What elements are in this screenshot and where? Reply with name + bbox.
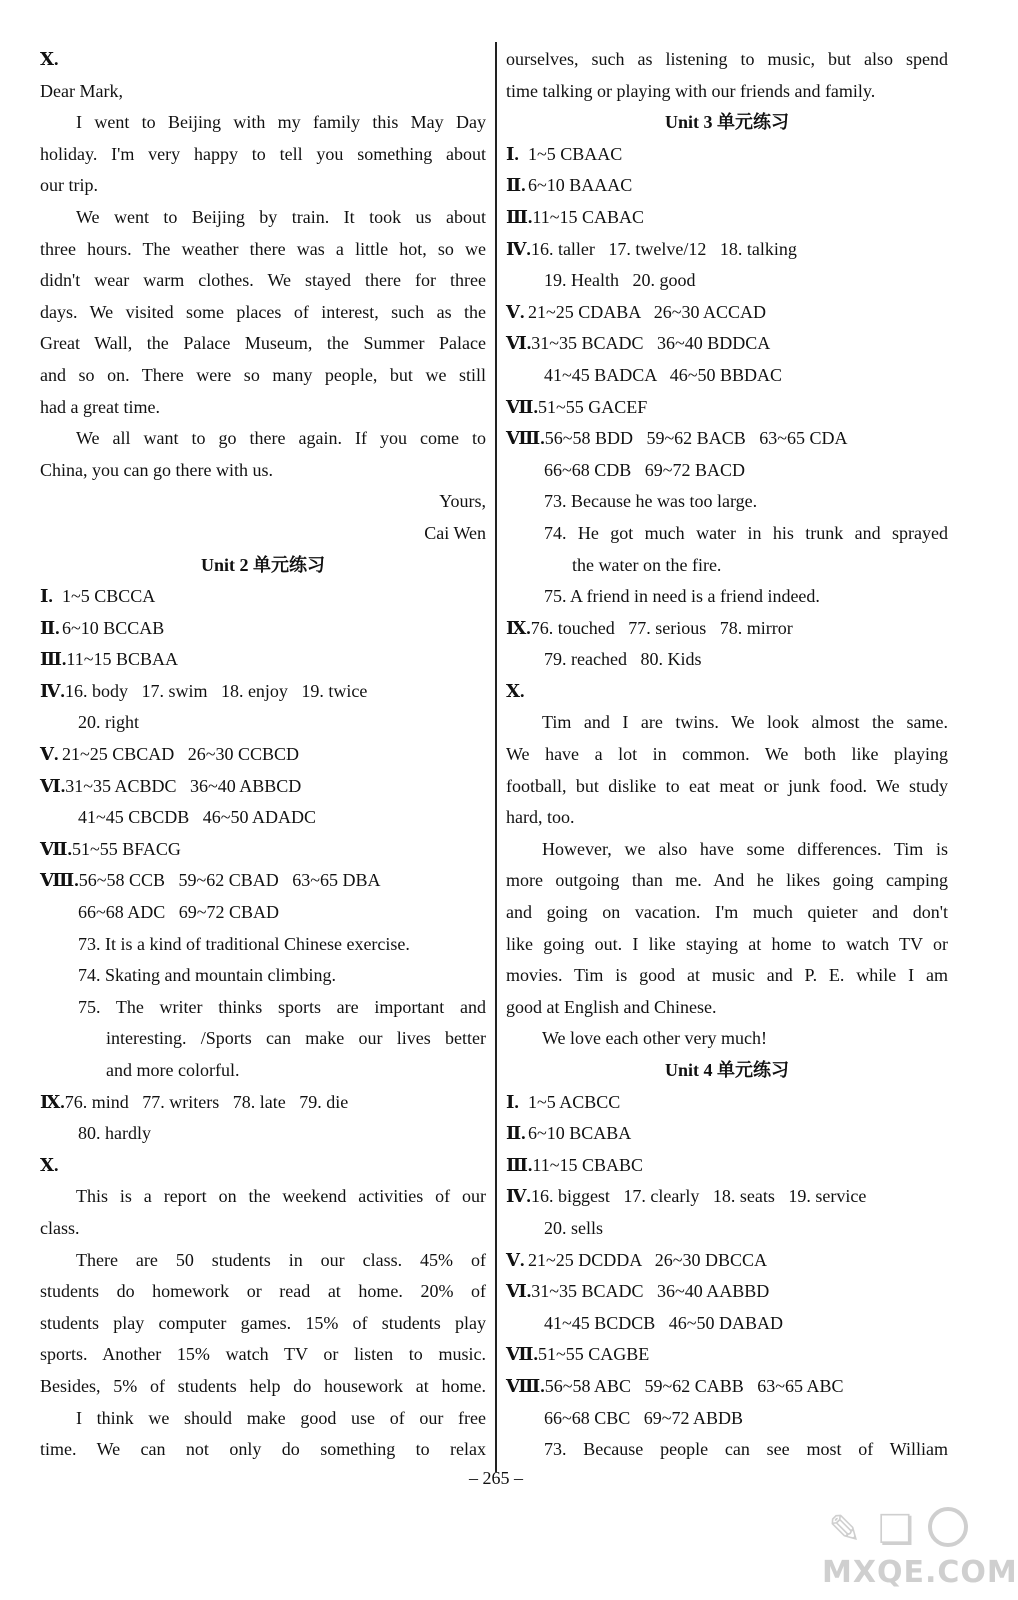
unit2-section-ix-cont: 80. hardly — [78, 1123, 151, 1144]
unit2-x-p1-line2: class. — [40, 1217, 80, 1238]
unit3-section-viii: Ⅷ.56~58 BDD 59~62 BACB 63~65 CDA — [506, 428, 848, 449]
unit3-x-p1-line1: Tim and I are twins. We look almost the same. — [542, 712, 948, 733]
unit4-section-iv-cont: 20. sells — [544, 1217, 604, 1238]
letter-greeting: Dear Mark, — [40, 80, 123, 101]
unit3-x-p2-line6: good at English and Chinese. — [506, 996, 717, 1017]
unit3-x-p2-line4: like going out. I like staying at home to watch TV or — [506, 933, 948, 954]
unit3-section-viii-cont: 66~68 CDB 69~72 BACD — [544, 459, 745, 480]
unit4-answer-73: 73. Because people can see most of William — [544, 1439, 948, 1460]
unit2-section-vii: Ⅶ.51~55 BFACG — [40, 838, 181, 859]
unit2-section-viii: Ⅷ.56~58 CCB 59~62 CBAD 63~65 DBA — [40, 870, 381, 891]
unit2-title: Unit 2 单元练习 — [200, 554, 325, 575]
unit2-x-p2-line5: Besides, 5% of students help do housework at home. — [40, 1375, 486, 1396]
unit4-section-i: Ⅰ. 1~5 ACBCC — [506, 1091, 621, 1112]
unit2-answer-73: 73. It is a kind of traditional Chinese exercise. — [78, 933, 410, 954]
unit3-section-vi-cont: 41~45 BADCA 46~50 BBDAC — [544, 364, 783, 385]
unit4-section-viii-cont: 66~68 CBC 69~72 ABDB — [544, 1407, 744, 1428]
unit3-answer-74-line1: 74. He got much water in his trunk and sprayed — [544, 522, 948, 543]
unit2-section-ix: Ⅸ.76. mind 77. writers 78. late 79. die — [40, 1091, 349, 1112]
letter-p2-line7: had a great time. — [40, 396, 160, 417]
watermark — [818, 1505, 1018, 1593]
continued-text-line1: ourselves, such as listening to music, but also spend — [506, 49, 948, 69]
unit3-section-vi: Ⅵ.31~35 BCADC 36~40 BDDCA — [506, 333, 771, 354]
unit3-x-p1-line2: We have a lot in common. We both like playing — [506, 744, 948, 765]
unit2-section-vi: Ⅵ.31~35 ACBDC 36~40 ABBCD — [40, 775, 302, 796]
right-column — [506, 44, 948, 1466]
unit2-answer-75-line1: 75. The writer thinks sports are important and — [78, 996, 486, 1017]
unit4-section-ii: Ⅱ. 6~10 BCABA — [506, 1123, 632, 1144]
unit3-section-vii: Ⅶ.51~55 GACEF — [506, 396, 648, 417]
circle-logo-icon — [928, 1507, 968, 1547]
unit3-x-p2-line3: and going on vacation. I'm much quieter and don't — [506, 902, 948, 923]
unit3-x-p2-line5: movies. Tim is good at music and P. E. while I am — [506, 965, 948, 986]
unit3-x-p2-line1: However, we also have some differences. Tim is — [542, 838, 948, 859]
unit3-x-p2-line2: more outgoing than me. And he likes going camping — [506, 870, 948, 891]
letter-p1-line3: our trip. — [40, 175, 98, 196]
unit2-answer-75-line3: and more colorful. — [106, 1060, 240, 1080]
unit2-x-p2-line4: sports. Another 15% watch TV or listen to music. — [40, 1344, 486, 1365]
unit2-x-p2-line2: students do homework or read at home. 20% of — [40, 1281, 486, 1302]
unit2-x-p2-line1: There are 50 students in our class. 45% of — [76, 1249, 486, 1270]
unit2-x-p2-line3: students play computer games. 15% of students play — [40, 1312, 486, 1333]
unit2-section-v: Ⅴ. 21~25 CBCAD 26~30 CCBCD — [40, 744, 300, 765]
letter-p3-line1: We all want to go there again. If you come to — [76, 428, 486, 449]
letter-p2-line6: and so on. There were so many people, but we still — [40, 364, 486, 385]
unit2-x-p3-line1: I think we should make good use of our free — [76, 1407, 486, 1428]
unit4-section-v: Ⅴ. 21~25 DCDDA 26~30 DBCCA — [506, 1249, 768, 1270]
unit3-x-p1-line3: football, but dislike to eat meat or junk food. We study — [506, 775, 948, 796]
unit2-section-vi-cont: 41~45 CBCDB 46~50 ADADC — [78, 807, 317, 828]
unit4-title: Unit 4 单元练习 — [664, 1060, 789, 1080]
watermark-text: MXQE.COM — [822, 1555, 1018, 1590]
unit3-section-ii: Ⅱ. 6~10 BAAAC — [506, 175, 633, 196]
unit4-section-viii: Ⅷ.56~58 ABC 59~62 CABB 63~65 ABC — [506, 1375, 844, 1396]
unit3-section-v: Ⅴ. 21~25 CDABA 26~30 ACCAD — [506, 301, 767, 322]
unit3-answer-73: 73. Because he was too large. — [544, 491, 758, 512]
unit3-answer-74-line2: the water on the fire. — [572, 554, 722, 575]
left-column — [40, 44, 486, 1466]
unit2-section-iii: Ⅲ.11~15 BCBAA — [40, 649, 179, 670]
unit3-section-iv-cont: 19. Health 20. good — [544, 270, 696, 291]
unit2-section-ii: Ⅱ. 6~10 BCCAB — [40, 617, 165, 638]
unit2-section-iv-cont: 20. right — [78, 712, 139, 733]
unit3-section-ix: Ⅸ.76. touched 77. serious 78. mirror — [506, 617, 793, 638]
answer-site-logo-icon: ✎ — [828, 1507, 862, 1553]
unit4-section-vi-cont: 41~45 BCDCB 46~50 DABAD — [544, 1312, 784, 1333]
unit3-x-p3: We love each other very much! — [542, 1028, 767, 1049]
unit2-section-iv: Ⅳ.16. body 17. swim 18. enjoy 19. twice — [40, 680, 368, 701]
unit3-answer-75: 75. A friend in need is a friend indeed. — [544, 586, 820, 607]
letter-p2-line2: three hours. The weather there was a little hot, so we — [40, 238, 486, 259]
unit2-answer-75-line2: interesting. /Sports can make our lives better — [106, 1028, 486, 1049]
unit3-section-i: Ⅰ. 1~5 CBAAC — [506, 143, 623, 164]
letter-p2-line4: days. We visited some places of interest, such as the — [40, 301, 486, 322]
unit2-x-p3-line2: time. We can not only do something to relax — [40, 1439, 486, 1460]
unit3-section-iii: Ⅲ.11~15 CABAC — [506, 206, 645, 227]
unit4-section-iii: Ⅲ.11~15 CBABC — [506, 1154, 644, 1175]
unit3-section-iv: Ⅳ.16. taller 17. twelve/12 18. talking — [506, 238, 797, 259]
letter-closing: Yours, — [439, 491, 486, 512]
unit3-section-ix-cont: 79. reached 80. Kids — [544, 649, 702, 670]
unit2-answer-74: 74. Skating and mountain climbing. — [78, 965, 336, 986]
unit2-x-p1-line1: This is a report on the weekend activities of our — [76, 1186, 486, 1207]
unit4-section-vii: Ⅶ.51~55 CAGBE — [506, 1344, 650, 1365]
letter-p2-line3: didn't wear warm clothes. We stayed there for three — [40, 270, 486, 291]
unit4-section-vi: Ⅵ.31~35 BCADC 36~40 AABBD — [506, 1281, 770, 1302]
letter-p2-line1: We went to Beijing by train. It took us about — [76, 206, 486, 227]
unit3-title: Unit 3 单元练习 — [664, 112, 789, 133]
page-number: – 265 – — [469, 1468, 523, 1488]
column-divider — [495, 42, 497, 1472]
letter-p1-line1: I went to Beijing with my family this May Day — [76, 112, 486, 133]
book-icon: ❏ — [878, 1507, 914, 1553]
letter-p3-line2: China, you can go there with us. — [40, 459, 273, 480]
unit3-x-p1-line4: hard, too. — [506, 807, 575, 828]
unit2-section-viii-cont: 66~68 ADC 69~72 CBAD — [78, 902, 279, 923]
letter-signature: Cai Wen — [424, 522, 486, 543]
continued-text-line2: time talking or playing with our friends and family. — [506, 80, 876, 101]
letter-p1-line2: holiday. I'm very happy to tell you something about — [40, 143, 486, 164]
unit2-section-i: Ⅰ. 1~5 CBCCA — [40, 586, 156, 607]
unit4-section-iv: Ⅳ.16. biggest 17. clearly 18. seats 19. service — [506, 1186, 867, 1207]
unit2-section-x: Ⅹ. — [40, 1154, 59, 1175]
letter-p2-line5: Great Wall, the Palace Museum, the Summer Palace — [40, 333, 486, 354]
section-x-heading: Ⅹ. — [40, 49, 59, 69]
unit3-section-x: Ⅹ. — [506, 680, 525, 701]
